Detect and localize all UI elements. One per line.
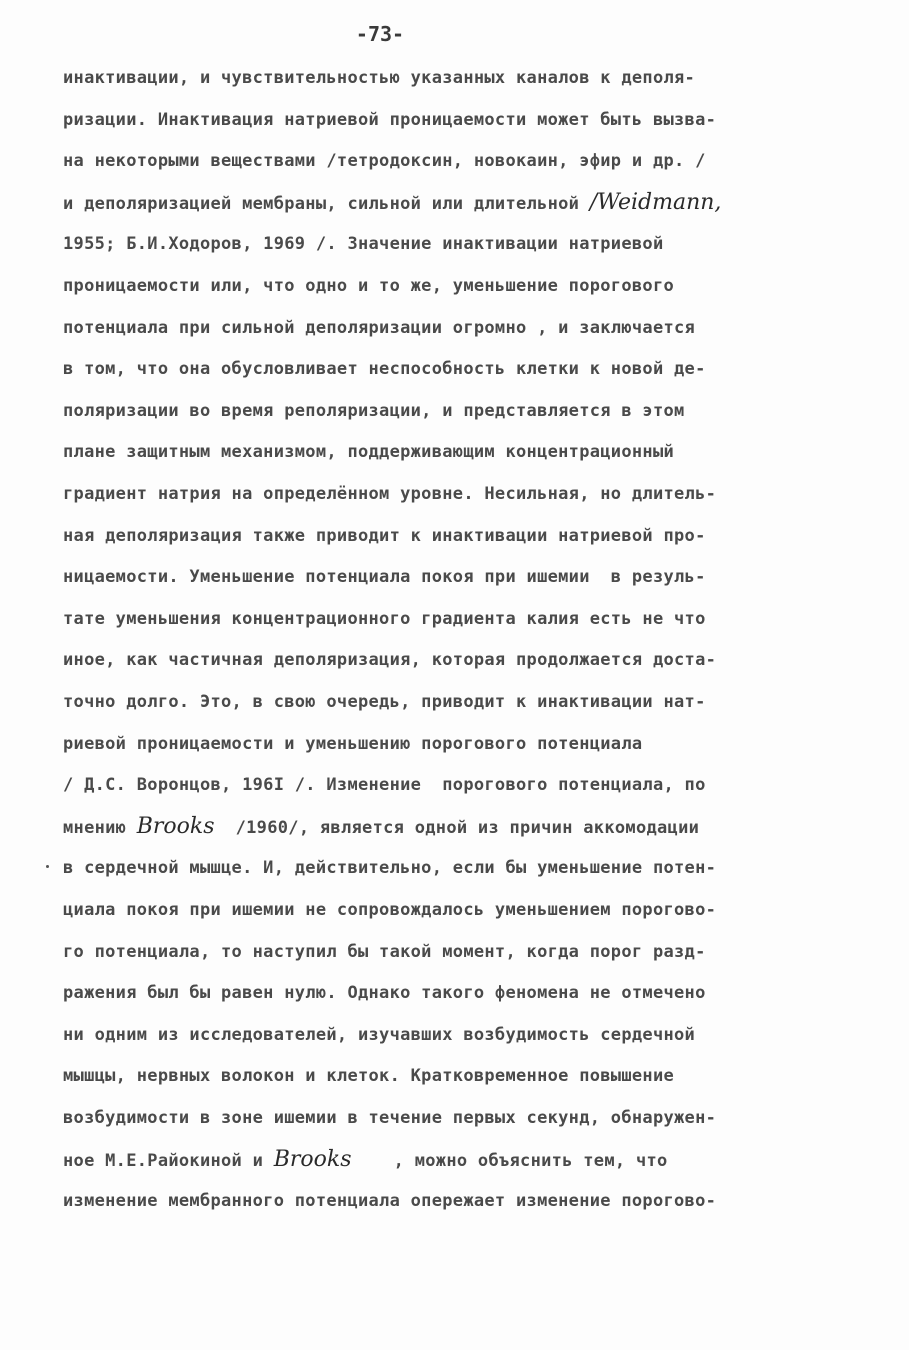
typed-text: на некоторыми веществами /тетродоксин, новокаин, эфир и др. / [63, 151, 706, 172]
typed-text: градиент натрия на определённом уровне. Несильная, но длитель- [63, 484, 717, 504]
text-line [63, 940, 706, 964]
text-line [63, 648, 716, 672]
typed-text: ни одним из исследователей, изучавших возбудимость сердечной [63, 1024, 696, 1045]
text-line [63, 1189, 716, 1213]
typed-text: мнению [63, 817, 137, 838]
typed-text: мышцы, нервных волокон и клеток. Кратковременное повышение [63, 1066, 675, 1087]
text-line [63, 1023, 695, 1047]
text-line [63, 1148, 668, 1173]
typed-text: ницаемости. Уменьшение потенциала покоя при ишемии в резуль- [63, 567, 706, 588]
text-line [63, 898, 716, 922]
text-line [63, 981, 706, 1005]
ink-dot [46, 865, 49, 868]
text-line [63, 316, 695, 340]
typed-text: ная деполяризация также приводит к инактивации натриевой про- [63, 525, 706, 546]
text-line [63, 482, 716, 506]
text-line [63, 440, 674, 464]
handwritten-name: Brooks [273, 1146, 352, 1172]
text-line [63, 399, 685, 423]
text-line [63, 1106, 716, 1130]
typed-text: тате уменьшения концентрационного градиента калия есть не что [63, 608, 706, 629]
text-line [63, 607, 706, 631]
typed-text: иное, как частичная деполяризация, которая продолжается доста- [63, 650, 717, 671]
typed-text: циала покоя при ишемии не сопровождалось уменьшением порогово- [63, 900, 717, 920]
typed-text: ное М.Е.Райокиной и [63, 1150, 274, 1171]
text-line [63, 565, 706, 589]
typed-text: плане защитным механизмом, поддерживающим концентрационный [63, 442, 675, 463]
typed-text: 1955; Б.И.Ходоров, 1969 /. Значение инактивации натриевой [63, 234, 664, 255]
typed-text: ражения был бы равен нулю. Однако такого феномена не отмечено [63, 983, 706, 1004]
typed-text: го потенциала, то наступил бы такой момент, когда порог разд- [63, 941, 706, 962]
typed-text: / Д.С. Воронцов, 196I /. Изменение порогового потенциала, по [63, 775, 706, 796]
typed-text: в сердечной мышце. И, действительно, если бы уменьшение потен- [63, 858, 717, 879]
typed-text-continued: , можно объяснить тем, что [351, 1150, 668, 1171]
text-line [63, 1064, 674, 1088]
typed-text: изменение мембранного потенциала опережает изменение порогово- [63, 1191, 717, 1212]
page-number: -73- [355, 22, 405, 46]
typed-text: точно долго. Это, в свою очередь, приводит к инактивации нат- [63, 692, 706, 712]
text-line [63, 856, 716, 880]
text-line [63, 108, 716, 132]
text-line [63, 149, 706, 173]
text-line [63, 357, 706, 381]
text-line [63, 815, 699, 840]
typed-text: ризации. Инактивация натриевой проницаемости может быть вызва- [63, 109, 717, 130]
handwritten-name: /Weidmann, [589, 189, 722, 215]
text-line [63, 773, 706, 797]
typed-text: поляризации во время реполяризации, и представляется в этом [63, 400, 685, 421]
typed-text: риевой проницаемости и уменьшению порогового потенциала [63, 733, 643, 754]
typed-text: в том, что она обусловливает неспособность клетки к новой де- [63, 359, 706, 380]
text-line [63, 191, 721, 216]
typed-text-continued: /1960/, является одной из причин аккомодации [214, 817, 700, 838]
typed-text: потенциала при сильной деполяризации огромно , и заключается [63, 317, 696, 338]
typed-text: проницаемости или, что одно и то же, уменьшение порогового [63, 276, 675, 296]
typed-text: инактивации, и чувствительностью указанных каналов к деполя- [63, 68, 696, 88]
text-line [63, 66, 695, 90]
text-line [63, 732, 642, 756]
text-line [63, 232, 664, 256]
text-line [63, 274, 674, 298]
handwritten-name: Brooks [136, 813, 215, 839]
text-line [63, 690, 706, 714]
text-line [63, 524, 706, 548]
typed-text: и деполяризацией мембраны, сильной или длительной [63, 193, 590, 214]
typed-text: возбудимости в зоне ишемии в течение первых секунд, обнаружен- [63, 1108, 717, 1128]
